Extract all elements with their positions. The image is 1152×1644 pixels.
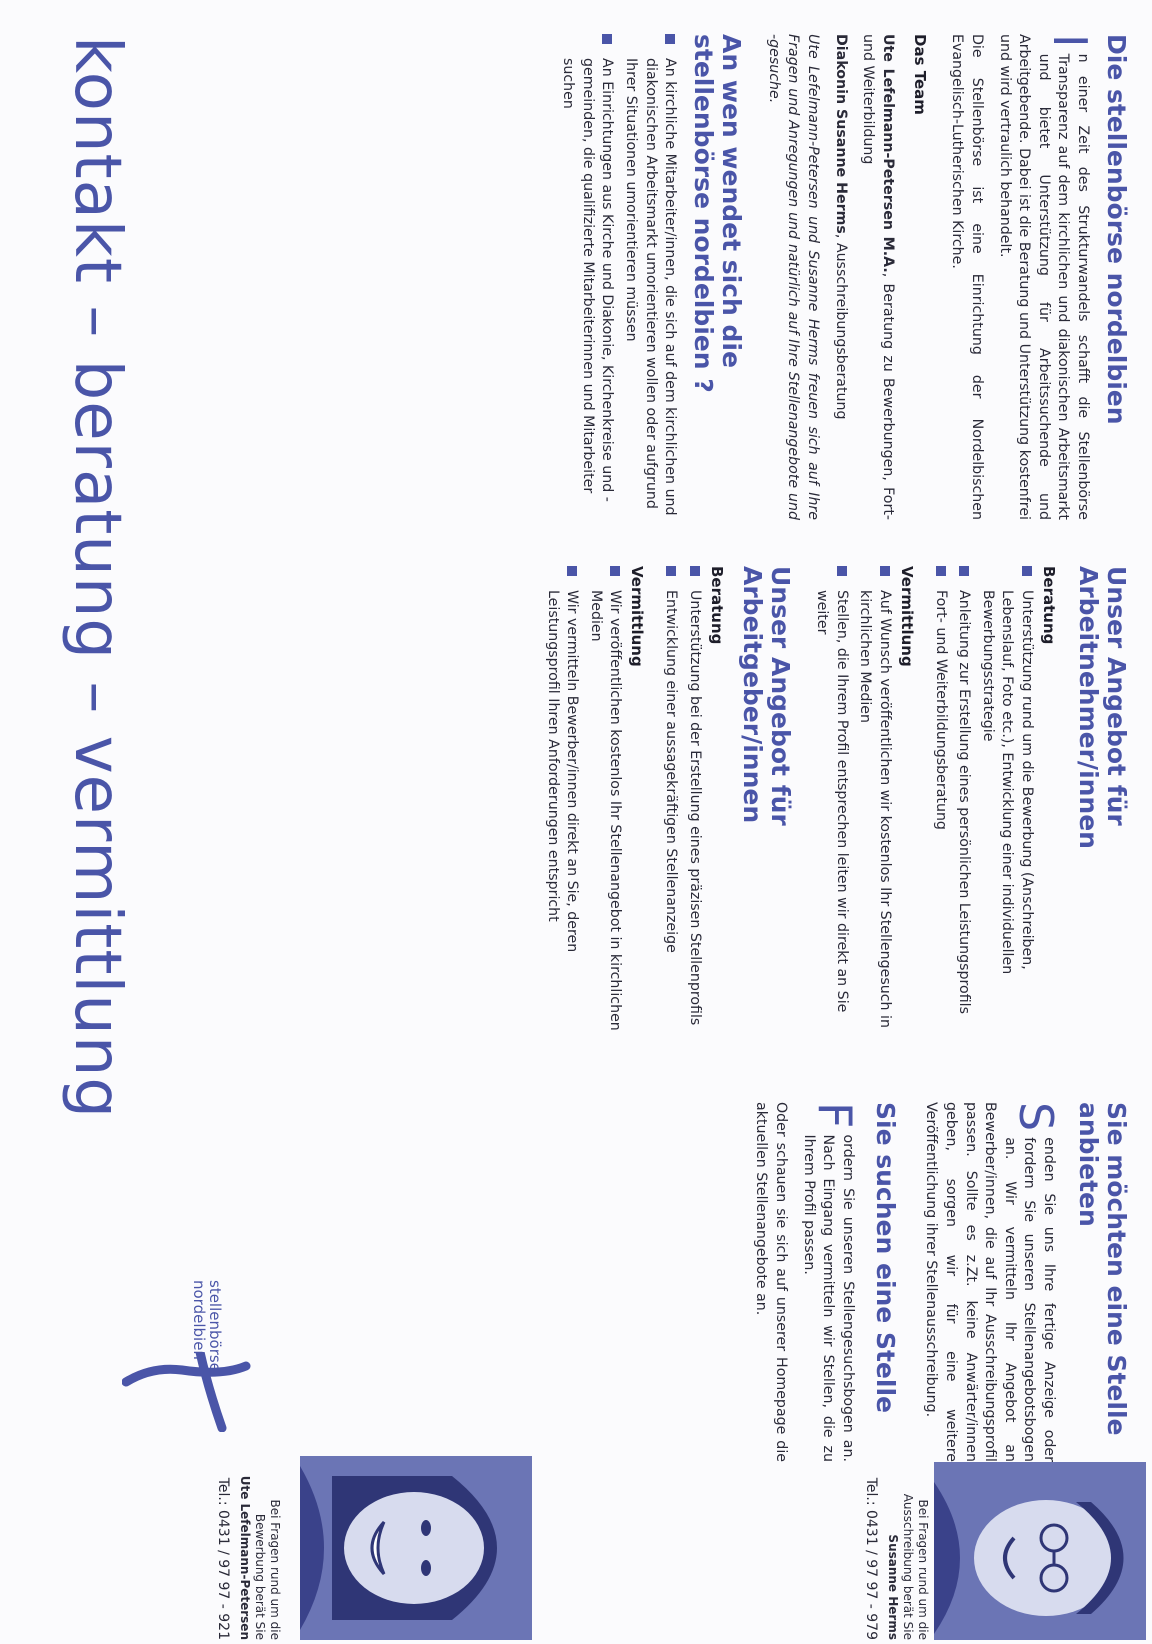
panel-stellenboerse bbox=[546, 34, 1130, 520]
panel3-p2-text: ordern Sie unseren Stellengesuchsbogen an. Nach Eingang vermitteln wir Stellen, die zu Ihrem Profil passen. bbox=[800, 1134, 856, 1462]
contact-card-herms bbox=[862, 1440, 931, 1640]
panel3-drop-initial-f: F bbox=[807, 1102, 862, 1129]
stellenboerse-logo bbox=[122, 1280, 252, 1430]
panel3-drop-initial-s: S bbox=[1009, 1102, 1063, 1132]
team-heading: Das Team bbox=[910, 34, 929, 115]
portrait-1-illustration bbox=[934, 1462, 1146, 1640]
panel2-vermittlung-heading: Vermittlung bbox=[898, 566, 917, 667]
panel1-intro-text: n einer Zeit des Strukturwandels schafft die Stellenbörse Transparenz auf dem kirchlichen und diakonischen Arbeitsmarkt und bietet Unterstützung für Arbeitssuchende und Arbeitgebende. Dabei ist die Beratung und Unterstützung kostenfrei und wird vertraulich behandelt. bbox=[996, 34, 1091, 520]
contact2-phone: Tel.: 0431 / 97 97 - 921 bbox=[215, 1477, 231, 1640]
contact1-line1: Bei Fragen rund um die bbox=[916, 1499, 930, 1640]
contact1-line2: Ausschreibung berät Sie bbox=[901, 1493, 915, 1640]
audience-list bbox=[558, 34, 680, 520]
panel1-intro2: Die Stellenbörse ist eine Einrichtung der Nordelbischen Evangelisch-Lutherischen Kirche. bbox=[949, 34, 986, 520]
panel3-p1-text: enden Sie uns Ihre fertige Anzeige oder fordern Sie unseren Stellenangebotsbogen an. Wir vermitteln Ihr Angebot an Bewerber/innen, die auf Ihr Ausschreibungsprofil passen. Sollte es z.Zt. keine Anwärter/innen geben, sorgen wir für eine weitere Veröffentlichung ihrer Stellenausschreibung. bbox=[923, 1102, 1057, 1462]
portrait-photo-1 bbox=[934, 1462, 1146, 1640]
beratung2-item: Unterstützung bei der Erstellung eines präzisen Stellenprofils bbox=[684, 566, 704, 1036]
panel2-title: Unser Angebot für Arbeitnehmer/innen bbox=[1074, 566, 1131, 849]
panel3-title2: Sie suchen eine Stelle bbox=[870, 1102, 900, 1413]
contact2-line1: Bei Fragen rund um die bbox=[268, 1499, 282, 1640]
panel3-p1 bbox=[921, 1102, 1063, 1462]
panel-angebot bbox=[530, 566, 1130, 1036]
vermittlung-item: Stellen, die Ihrem Profil entsprechen leiten wir direkt an Sie weiter bbox=[812, 566, 851, 1036]
portrait-2-illustration bbox=[300, 1456, 532, 1640]
team-member-1-role: , Beratung zu Bewerbungen, Fort- und Weiterbildung bbox=[860, 34, 896, 520]
logo-text bbox=[190, 1280, 224, 1372]
audience-title: An wen wendet sich die stellenbörse nordelbien ? bbox=[689, 34, 747, 393]
panel2-vermittlung-list bbox=[812, 566, 894, 1036]
beratung-item: Anleitung zur Erstellung eines persönlichen Leistungsprofils bbox=[954, 566, 974, 1036]
panel-stelle bbox=[743, 1102, 1130, 1462]
audience-item: An Einrichtungen aus Kirche und Diakonie, Kirchenkreise und -gemeinden, die qualifizierte Mitarbeiterinnen und Mitarbeiter suchen bbox=[558, 34, 617, 520]
team-member-2-role: , Ausschreibungsberatung bbox=[832, 233, 849, 420]
panel3-p2b: Oder schauen sie sich auf unserer Homepage die aktuellen Stellenangebote an. bbox=[753, 1102, 790, 1462]
panel2-beratung2-heading: Beratung bbox=[707, 566, 726, 645]
panel1-intro bbox=[994, 34, 1097, 520]
team-member-2 bbox=[830, 34, 850, 520]
vermittlung2-item: Wir veröffentlichen kostenlos Ihr Stellenangebot in kirchlichen Medien bbox=[585, 566, 624, 1036]
contact1-phone: Tel.: 0431 / 97 97 - 979 bbox=[863, 1477, 879, 1640]
panel2-vermittlung2-list bbox=[542, 566, 624, 1036]
beratung-item: Unterstützung rund um die Bewerbung (Anschreiben, Lebenslauf, Foto etc.), Entwicklung einer individuellen Bewerbungsstrategie bbox=[977, 566, 1036, 1036]
vermittlung2-item: Wir vermitteln Bewerber/innen direkt an Sie, deren Leistungsprofil Ihren Anforderungen entspricht bbox=[542, 566, 581, 1036]
panel2-beratung2-list bbox=[660, 566, 703, 1036]
contact2-line2: Bewerbung berät Sie bbox=[253, 1513, 267, 1640]
contact2-name: Ute Lefelmann-Petersen bbox=[238, 1475, 252, 1640]
contact1-name: Susanne Herms bbox=[886, 1534, 900, 1640]
audience-item: An kirchliche Mitarbeiter/innen, die sich auf dem kirchlichen und diakonischen Arbeitsmarkt umorientieren wollen oder aufgrund Ihrer Situationen umorientieren müssen bbox=[621, 34, 680, 520]
panel1-drop-initial: I bbox=[1043, 34, 1097, 48]
team-member-2-name: Diakonin Susanne Herms bbox=[832, 34, 849, 234]
beratung2-item: Entwicklung einer aussagekräftigen Stellenanzeige bbox=[660, 566, 680, 1036]
logo-cross-icon bbox=[122, 1352, 252, 1432]
panel3-title: Sie möchten eine Stelle anbieten bbox=[1074, 1102, 1131, 1436]
team-member-1-name: Ute Lefelmann-Petersen M.A. bbox=[879, 34, 896, 273]
panel1-title: Die stellenbörse nordelbien bbox=[1102, 34, 1131, 425]
panel2-beratung-list bbox=[930, 566, 1036, 1036]
team-member-1 bbox=[858, 34, 897, 520]
panel2-beratung-heading: Beratung bbox=[1040, 566, 1058, 645]
vermittlung-item: Auf Wunsch veröffentlichen wir kostenlos Ihr Stellengesuch in kirchlichen Medien bbox=[855, 566, 894, 1036]
contact-card-lefelmann bbox=[214, 1440, 283, 1640]
beratung-item: Fort- und Weiterbildungsberatung bbox=[930, 566, 950, 1036]
tagline: kontakt – beratung – vermittlung bbox=[60, 36, 134, 1119]
logo-line2: nordelbien bbox=[190, 1280, 209, 1360]
panel2-vermittlung2-heading: Vermittlung bbox=[628, 566, 647, 667]
panel3-p2 bbox=[798, 1102, 862, 1462]
portrait-photo-2 bbox=[300, 1456, 532, 1640]
panel2-title2: Unser Angebot für Arbeitgeber/innen bbox=[737, 566, 795, 826]
team-note: Ute Lefelmann-Petersen und Susanne Herms freuen sich auf Ihre Fragen und Anregungen und natürlich auf Ihre Stellenangebote und -gesuche. bbox=[765, 34, 822, 520]
logo-line1: stellenbörse bbox=[206, 1280, 224, 1372]
